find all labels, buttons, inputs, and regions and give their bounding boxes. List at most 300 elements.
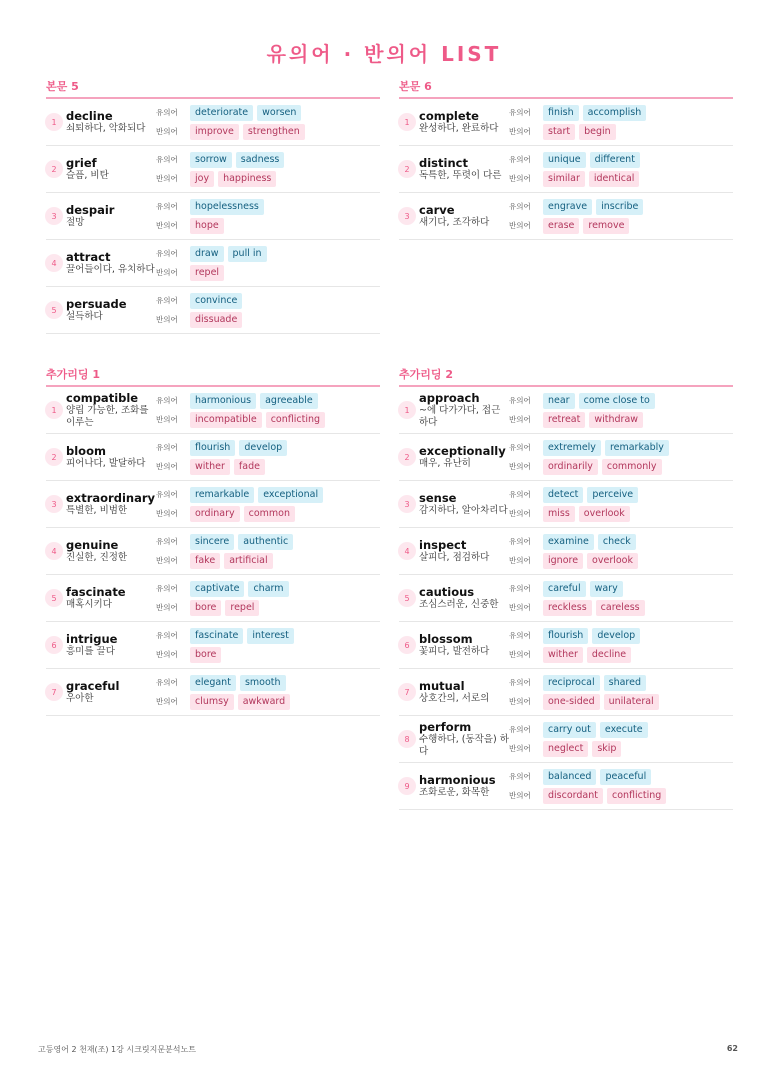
synonym-tag: carry out (543, 722, 596, 738)
word-relations (509, 485, 733, 523)
synonym-row (509, 150, 733, 169)
antonym-label: 반의어 (156, 174, 178, 183)
antonym-label: 반의어 (156, 268, 178, 277)
section-extra-reading-2 (399, 368, 733, 810)
antonym-label: 반의어 (156, 650, 178, 659)
headword (416, 720, 509, 758)
antonym-tag: conflicting (266, 412, 325, 428)
synonym-tag: check (598, 534, 636, 550)
entry-number: 2 (45, 448, 63, 466)
synonym-tag: deteriorate (190, 105, 253, 121)
headword (63, 109, 156, 135)
antonym-label: 반의어 (156, 556, 178, 565)
synonym-tag: shared (604, 675, 646, 691)
antonym-label: 반의어 (509, 650, 531, 659)
page-title: 유의어 · 반의어 LIST (266, 42, 502, 66)
antonym-row (156, 692, 380, 711)
headword-english: graceful (66, 679, 120, 693)
antonym-tag: bore (190, 600, 221, 616)
headword-meaning: 살피다, 점검하다 (419, 552, 490, 563)
antonym-tag: careless (596, 600, 645, 616)
vocab-entry (46, 240, 380, 287)
headword (416, 109, 509, 135)
headword (63, 391, 156, 429)
synonym-tag: come close to (579, 393, 655, 409)
synonym-tag: sadness (236, 152, 285, 168)
headword-meaning: 슬픔, 비탄 (66, 170, 109, 181)
synonym-row (509, 438, 733, 457)
synonym-tag: agreeable (260, 393, 318, 409)
headword-meaning: 피어나다, 발달하다 (66, 458, 146, 469)
synonym-tag: convince (190, 293, 242, 309)
antonym-tag: fade (234, 459, 265, 475)
headword-meaning: 꽃피다, 발전하다 (419, 646, 490, 657)
headword-english: harmonious (419, 773, 496, 787)
synonym-tag: exceptional (258, 487, 323, 503)
word-relations (509, 579, 733, 617)
headword (416, 679, 509, 705)
headword-meaning: 양립 가능한, 조화를 이루는 (66, 405, 149, 428)
antonym-tag: wither (543, 647, 583, 663)
antonym-row (156, 457, 380, 476)
antonym-tag: erase (543, 218, 579, 234)
synonym-label: 유의어 (156, 584, 178, 593)
synonym-label: 유의어 (156, 678, 178, 687)
headword (416, 632, 509, 658)
entry-number: 6 (45, 636, 63, 654)
vocab-entry (399, 528, 733, 575)
synonym-row (156, 391, 380, 410)
headword-english: exceptionally (419, 444, 506, 458)
synonym-row (509, 532, 733, 551)
antonym-label: 반의어 (509, 221, 531, 230)
vocab-entry (399, 387, 733, 434)
headword-meaning: 설득하다 (66, 311, 103, 322)
word-relations (156, 197, 380, 235)
synonym-row (509, 626, 733, 645)
headword-meaning: 우아한 (66, 693, 94, 704)
antonym-row (509, 786, 733, 805)
synonym-label: 유의어 (156, 537, 178, 546)
antonym-tag: happiness (218, 171, 276, 187)
antonym-label: 반의어 (509, 415, 531, 424)
antonym-label: 반의어 (156, 315, 178, 324)
entry-number: 3 (45, 207, 63, 225)
synonym-tag: accomplish (583, 105, 647, 121)
antonym-tag: commonly (602, 459, 662, 475)
antonym-tag: overlook (587, 553, 638, 569)
vocab-entry (399, 669, 733, 716)
vocab-entry (46, 528, 380, 575)
entry-number: 1 (398, 113, 416, 131)
antonym-tag: repel (225, 600, 259, 616)
synonym-label: 유의어 (156, 296, 178, 305)
synonym-tag: remarkable (190, 487, 254, 503)
entry-number: 7 (45, 683, 63, 701)
headword-english: distinct (419, 156, 468, 170)
antonym-row (509, 457, 733, 476)
antonym-row (156, 169, 380, 188)
entry-number: 2 (398, 448, 416, 466)
synonym-label: 유의어 (509, 155, 531, 164)
antonym-tag: ordinarily (543, 459, 598, 475)
entry-number: 5 (398, 589, 416, 607)
headword-meaning: 특별한, 비범한 (66, 505, 128, 516)
headword-english: approach (419, 391, 480, 405)
synonym-row (509, 103, 733, 122)
entry-number: 6 (398, 636, 416, 654)
antonym-tag: identical (589, 171, 640, 187)
antonym-row (156, 410, 380, 429)
synonym-label: 유의어 (509, 108, 531, 117)
vocab-entry (46, 575, 380, 622)
antonym-tag: neglect (543, 741, 588, 757)
synonym-tag: wary (590, 581, 623, 597)
antonym-tag: common (244, 506, 295, 522)
antonym-tag: bore (190, 647, 221, 663)
synonym-label: 유의어 (509, 443, 531, 452)
antonym-tag: awkward (238, 694, 290, 710)
antonym-tag: one-sided (543, 694, 600, 710)
entry-number: 3 (398, 495, 416, 513)
synonym-label: 유의어 (156, 108, 178, 117)
headword (416, 773, 509, 799)
headword-english: carve (419, 203, 455, 217)
headword-english: compatible (66, 391, 139, 405)
synonym-label: 유의어 (509, 772, 531, 781)
entry-number: 1 (45, 113, 63, 131)
antonym-tag: retreat (543, 412, 585, 428)
antonym-label: 반의어 (509, 462, 531, 471)
headword-meaning: 새기다, 조각하다 (419, 217, 490, 228)
antonym-tag: remove (583, 218, 629, 234)
vocab-entry (46, 669, 380, 716)
headword-meaning: 흥미를 끌다 (66, 646, 115, 657)
antonym-tag: ignore (543, 553, 583, 569)
synonym-label: 유의어 (509, 537, 531, 546)
vocab-entry (46, 387, 380, 434)
headword-english: persuade (66, 297, 127, 311)
synonym-tag: extremely (543, 440, 601, 456)
page-number: 62 (726, 1044, 738, 1053)
headword (63, 297, 156, 323)
word-relations (509, 767, 733, 805)
headword (416, 156, 509, 182)
section-heading: 본문 6 (399, 80, 733, 99)
headword-english: grief (66, 156, 97, 170)
entry-number: 4 (45, 542, 63, 560)
word-relations (156, 579, 380, 617)
section-heading: 추가리딩 2 (399, 368, 733, 387)
headword-english: mutual (419, 679, 465, 693)
synonym-row (156, 485, 380, 504)
vocab-entry (399, 716, 733, 763)
synonym-row (156, 150, 380, 169)
antonym-tag: improve (190, 124, 239, 140)
synonym-label: 유의어 (509, 725, 531, 734)
antonym-tag: ordinary (190, 506, 240, 522)
headword-meaning: 진실한, 진정한 (66, 552, 128, 563)
word-relations (509, 532, 733, 570)
synonym-label: 유의어 (156, 249, 178, 258)
synonym-tag: detect (543, 487, 583, 503)
antonym-label: 반의어 (156, 603, 178, 612)
antonym-label: 반의어 (156, 127, 178, 136)
synonym-tag: balanced (543, 769, 596, 785)
headword-meaning: 독특한, 뚜렷이 다른 (419, 170, 502, 181)
entry-number: 1 (45, 401, 63, 419)
headword (63, 538, 156, 564)
synonym-tag: charm (248, 581, 288, 597)
entry-number: 1 (398, 401, 416, 419)
synonym-tag: interest (247, 628, 293, 644)
vocab-entry (399, 146, 733, 193)
synonym-row (509, 673, 733, 692)
word-relations (156, 391, 380, 429)
synonym-row (156, 673, 380, 692)
synonym-label: 유의어 (509, 584, 531, 593)
antonym-row (509, 122, 733, 141)
vocab-entry (399, 434, 733, 481)
headword (63, 444, 156, 470)
headword-english: sense (419, 491, 457, 505)
antonym-label: 반의어 (509, 791, 531, 800)
headword-meaning: 조화로운, 화목한 (419, 787, 490, 798)
antonym-row (156, 122, 380, 141)
entry-number: 5 (45, 301, 63, 319)
antonym-row (509, 410, 733, 429)
synonym-tag: unique (543, 152, 586, 168)
antonym-tag: clumsy (190, 694, 234, 710)
synonym-tag: develop (239, 440, 287, 456)
headword-english: inspect (419, 538, 467, 552)
synonym-tag: hopelessness (190, 199, 264, 215)
headword-meaning: 감지하다, 알아차리다 (419, 505, 508, 516)
synonym-row (156, 626, 380, 645)
word-relations (509, 103, 733, 141)
word-relations (156, 291, 380, 329)
antonym-tag: repel (190, 265, 224, 281)
vocab-entry (399, 193, 733, 240)
antonym-label: 반의어 (156, 415, 178, 424)
synonym-label: 유의어 (156, 202, 178, 211)
entry-number: 4 (45, 254, 63, 272)
antonym-row (156, 645, 380, 664)
antonym-label: 반의어 (156, 509, 178, 518)
synonym-tag: engrave (543, 199, 592, 215)
word-relations (509, 673, 733, 711)
synonym-row (509, 720, 733, 739)
headword-english: fascinate (66, 585, 126, 599)
entry-number: 8 (398, 730, 416, 748)
headword (63, 203, 156, 229)
synonym-row (509, 579, 733, 598)
synonym-tag: execute (600, 722, 648, 738)
word-relations (156, 626, 380, 664)
vocab-entry (399, 763, 733, 810)
synonym-tag: inscribe (596, 199, 643, 215)
synonym-tag: examine (543, 534, 594, 550)
headword-english: despair (66, 203, 115, 217)
synonym-tag: peaceful (600, 769, 651, 785)
headword (416, 491, 509, 517)
antonym-tag: dissuade (190, 312, 242, 328)
synonym-tag: sincere (190, 534, 234, 550)
antonym-tag: miss (543, 506, 575, 522)
headword (63, 632, 156, 658)
word-relations (156, 532, 380, 570)
synonym-tag: pull in (228, 246, 267, 262)
headword-english: decline (66, 109, 113, 123)
headword (63, 250, 156, 276)
headword-english: cautious (419, 585, 475, 599)
antonym-tag: incompatible (190, 412, 262, 428)
antonym-tag: decline (587, 647, 631, 663)
antonym-row (509, 645, 733, 664)
headword (63, 585, 156, 611)
vocab-entry (46, 99, 380, 146)
headword-meaning: 끌어들이다, 유치하다 (66, 264, 155, 275)
synonym-label: 유의어 (156, 443, 178, 452)
antonym-tag: fake (190, 553, 220, 569)
antonym-tag: joy (190, 171, 214, 187)
headword (416, 203, 509, 229)
headword-english: extraordinary (66, 491, 156, 505)
headword-meaning: 매우, 유난히 (419, 458, 471, 469)
headword-meaning: 매혹시키다 (66, 599, 112, 610)
entry-number: 2 (398, 160, 416, 178)
synonym-tag: smooth (240, 675, 286, 691)
entry-number: 2 (45, 160, 63, 178)
antonym-tag: hope (190, 218, 224, 234)
antonym-label: 반의어 (156, 221, 178, 230)
antonym-tag: conflicting (607, 788, 666, 804)
word-relations (509, 150, 733, 188)
headword-english: perform (419, 720, 472, 734)
antonym-label: 반의어 (509, 556, 531, 565)
vocab-entry (399, 622, 733, 669)
synonym-tag: develop (592, 628, 640, 644)
vocab-entry (46, 287, 380, 334)
synonym-tag: elegant (190, 675, 236, 691)
antonym-row (156, 263, 380, 282)
antonym-row (156, 551, 380, 570)
antonym-row (156, 310, 380, 329)
vocab-entry (399, 99, 733, 146)
antonym-row (509, 169, 733, 188)
section-bonmun-5 (46, 80, 380, 334)
headword-english: bloom (66, 444, 106, 458)
antonym-label: 반의어 (509, 509, 531, 518)
headword-english: intrigue (66, 632, 118, 646)
synonym-tag: different (590, 152, 640, 168)
word-relations (509, 720, 733, 758)
headword-meaning: 완성하다, 완료하다 (419, 123, 499, 134)
synonym-row (509, 485, 733, 504)
synonym-row (156, 579, 380, 598)
antonym-tag: wither (190, 459, 230, 475)
synonym-row (509, 197, 733, 216)
synonym-row (156, 438, 380, 457)
synonym-label: 유의어 (509, 678, 531, 687)
antonym-row (156, 216, 380, 235)
vocab-entry (46, 146, 380, 193)
synonym-tag: perceive (587, 487, 638, 503)
entry-number: 4 (398, 542, 416, 560)
antonym-label: 반의어 (509, 127, 531, 136)
antonym-row (509, 216, 733, 235)
antonym-tag: start (543, 124, 575, 140)
antonym-label: 반의어 (156, 462, 178, 471)
antonym-tag: similar (543, 171, 585, 187)
synonym-row (156, 197, 380, 216)
synonym-tag: harmonious (190, 393, 256, 409)
section-heading: 추가리딩 1 (46, 368, 380, 387)
antonym-tag: unilateral (604, 694, 659, 710)
word-relations (509, 438, 733, 476)
headword-meaning: 수행하다, (동작을) 하다 (419, 734, 509, 757)
synonym-label: 유의어 (156, 396, 178, 405)
antonym-label: 반의어 (509, 174, 531, 183)
synonym-tag: captivate (190, 581, 244, 597)
synonym-label: 유의어 (156, 631, 178, 640)
headword-meaning: 쇠퇴하다, 악화되다 (66, 123, 146, 134)
headword-meaning: 절망 (66, 217, 85, 228)
synonym-tag: finish (543, 105, 579, 121)
synonym-tag: careful (543, 581, 586, 597)
synonym-tag: reciprocal (543, 675, 600, 691)
headword-english: complete (419, 109, 479, 123)
synonym-tag: worsen (257, 105, 301, 121)
word-relations (509, 626, 733, 664)
vocab-entry (399, 575, 733, 622)
antonym-tag: withdraw (589, 412, 643, 428)
word-relations (156, 485, 380, 523)
headword-meaning: ~에 다가가다, 접근하다 (419, 405, 501, 428)
synonym-label: 유의어 (509, 631, 531, 640)
antonym-row (156, 598, 380, 617)
synonym-tag: flourish (190, 440, 235, 456)
synonym-label: 유의어 (156, 490, 178, 499)
synonym-tag: authentic (238, 534, 293, 550)
section-extra-reading-1 (46, 368, 380, 716)
antonym-label: 반의어 (509, 603, 531, 612)
word-relations (156, 673, 380, 711)
antonym-tag: overlook (579, 506, 630, 522)
antonym-tag: reckless (543, 600, 592, 616)
antonym-tag: strengthen (243, 124, 305, 140)
synonym-tag: flourish (543, 628, 588, 644)
headword (63, 491, 156, 517)
antonym-row (509, 739, 733, 758)
antonym-label: 반의어 (509, 697, 531, 706)
word-relations (156, 244, 380, 282)
headword-english: genuine (66, 538, 119, 552)
headword-english: attract (66, 250, 111, 264)
antonym-label: 반의어 (156, 697, 178, 706)
synonym-tag: draw (190, 246, 224, 262)
word-relations (156, 103, 380, 141)
headword (416, 585, 509, 611)
synonym-row (156, 532, 380, 551)
vocab-entry (46, 193, 380, 240)
synonym-tag: near (543, 393, 575, 409)
synonym-label: 유의어 (509, 396, 531, 405)
vocab-entry (46, 622, 380, 669)
entry-number: 5 (45, 589, 63, 607)
entry-number: 3 (398, 207, 416, 225)
synonym-tag: sorrow (190, 152, 232, 168)
